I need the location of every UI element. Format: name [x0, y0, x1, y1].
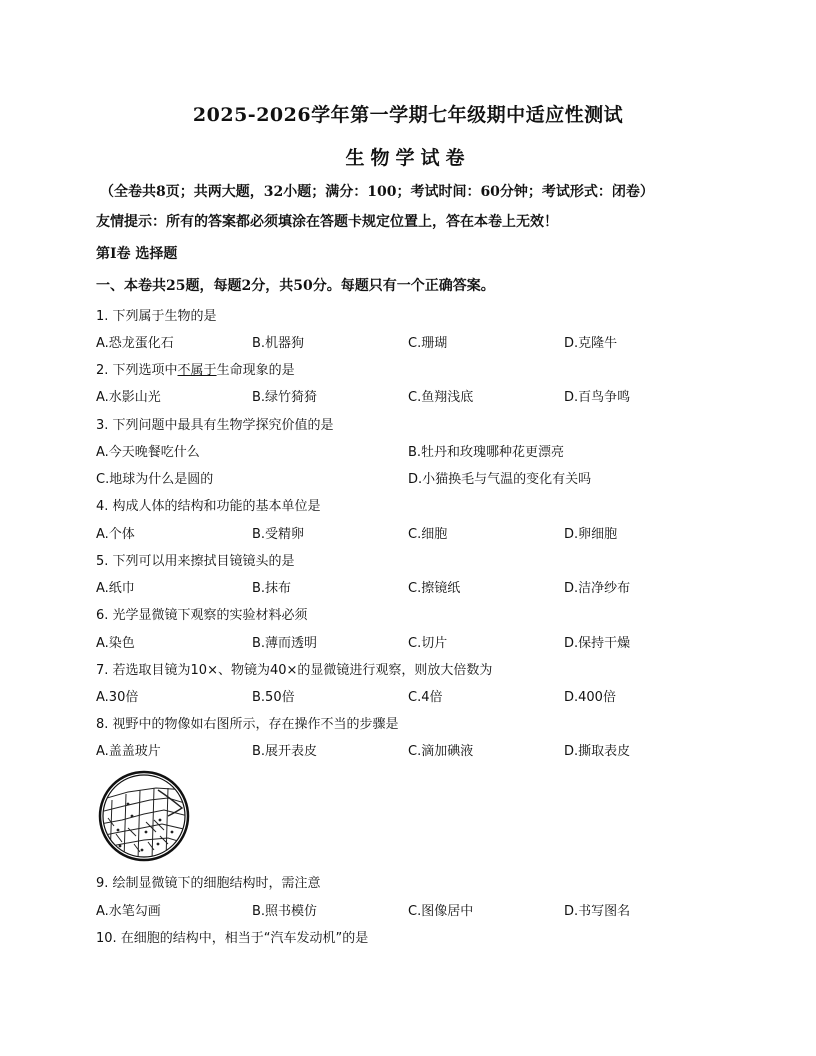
q9-option-c: C.图像居中 — [408, 904, 474, 919]
q4-option-b: B.受精卵 — [252, 527, 305, 542]
q2-option-d: D.百鸟争鸣 — [564, 390, 631, 405]
q4-option-c: C.细胞 — [408, 527, 448, 542]
question-1: 1. 下列属于生物的是 — [96, 309, 217, 324]
q2-option-a: A.水影山光 — [96, 390, 161, 405]
question-8: 8. 视野中的物像如右图所示，存在操作不当的步骤是 — [96, 717, 399, 732]
question-5: 5. 下列可以用来擦拭目镜镜头的是 — [96, 554, 295, 569]
q9-option-a: A.水笔勾画 — [96, 904, 161, 919]
q8-option-b: B.展开表皮 — [252, 744, 318, 759]
q5-option-d: D.洁净纱布 — [564, 581, 631, 596]
q9-option-d: D.书写图名 — [564, 904, 631, 919]
q8-option-d: D.撕取表皮 — [564, 744, 631, 759]
q4-option-a: A.个体 — [96, 527, 135, 542]
friendly-tip: 友情提示：所有的答案都必须填涂在答题卡规定位置上，答在本卷上无效！ — [96, 214, 558, 230]
question-7: 7. 若选取目镜为10×、物镜为40×的显微镜进行观察，则放大倍数为 — [96, 663, 493, 678]
q6-option-a: A.染色 — [96, 636, 135, 651]
q7-option-d: D.400倍 — [564, 690, 616, 705]
question-4: 4. 构成人体的结构和功能的基本单位是 — [96, 499, 321, 514]
q9-option-b: B.照书模仿 — [252, 904, 318, 919]
q2-text-post: 生命现象的是 — [216, 363, 295, 378]
exam-subtitle: 生物学试卷 — [345, 147, 471, 169]
q2-text-pre: 2. 下列选项中 — [96, 363, 178, 378]
q3-option-c: C.地球为什么是圆的 — [96, 472, 214, 487]
q2-text-underline: 不属于 — [177, 363, 217, 378]
q1-option-a: A.恐龙蛋化石 — [96, 336, 174, 351]
q5-option-c: C.擦镜纸 — [408, 581, 461, 596]
q8-option-a: A.盖盖玻片 — [96, 744, 161, 759]
q2-option-c: C.鱼翔浅底 — [408, 390, 474, 405]
q8-option-c: C.滴加碘液 — [408, 744, 474, 759]
q1-option-b: B.机器狗 — [252, 336, 305, 351]
q3-option-b: B.牡丹和玫瑰哪种花更漂亮 — [408, 445, 565, 460]
q6-option-d: D.保持干燥 — [564, 636, 631, 651]
q7-option-c: C.4倍 — [408, 690, 443, 705]
q6-option-b: B.薄而透明 — [252, 636, 318, 651]
q5-option-a: A.纸巾 — [96, 581, 135, 596]
section-instruction: 一、本卷共25题，每题2分，共50分。每题只有一个正确答案。 — [96, 278, 495, 294]
question-3: 3. 下列问题中最具有生物学探究价值的是 — [96, 418, 334, 433]
q5-option-b: B.抹布 — [252, 581, 292, 596]
q4-option-d: D.卵细胞 — [564, 527, 618, 542]
q3-option-d: D.小猫换毛与气温的变化有关吗 — [408, 472, 592, 487]
q7-option-a: A.30倍 — [96, 690, 139, 705]
q7-option-b: B.50倍 — [252, 690, 295, 705]
exam-title: 2025-2026学年第一学期七年级期中适应性测试 — [192, 104, 624, 126]
q3-option-a: A.今天晚餐吃什么 — [96, 445, 200, 460]
q1-option-c: C.珊瑚 — [408, 336, 448, 351]
q1-option-d: D.克隆牛 — [564, 336, 618, 351]
question-2 — [96, 359, 295, 378]
q2-option-b: B.绿竹猗猗 — [252, 390, 318, 405]
question-9: 9. 绘制显微镜下的细胞结构时，需注意 — [96, 876, 321, 891]
question-10: 10. 在细胞的结构中，相当于“汽车发动机”的是 — [96, 931, 369, 946]
question-6: 6. 光学显微镜下观察的实验材料必须 — [96, 608, 308, 623]
q6-option-c: C.切片 — [408, 636, 448, 651]
field-inner-ring — [103, 775, 185, 857]
exam-note: （全卷共8页；共两大题，32小题；满分：100；考试时间：60分钟；考试形式：闭卷） — [100, 184, 654, 200]
microscope-field-figure — [98, 770, 190, 862]
section-title: 第Ⅰ卷 选择题 — [96, 246, 178, 262]
